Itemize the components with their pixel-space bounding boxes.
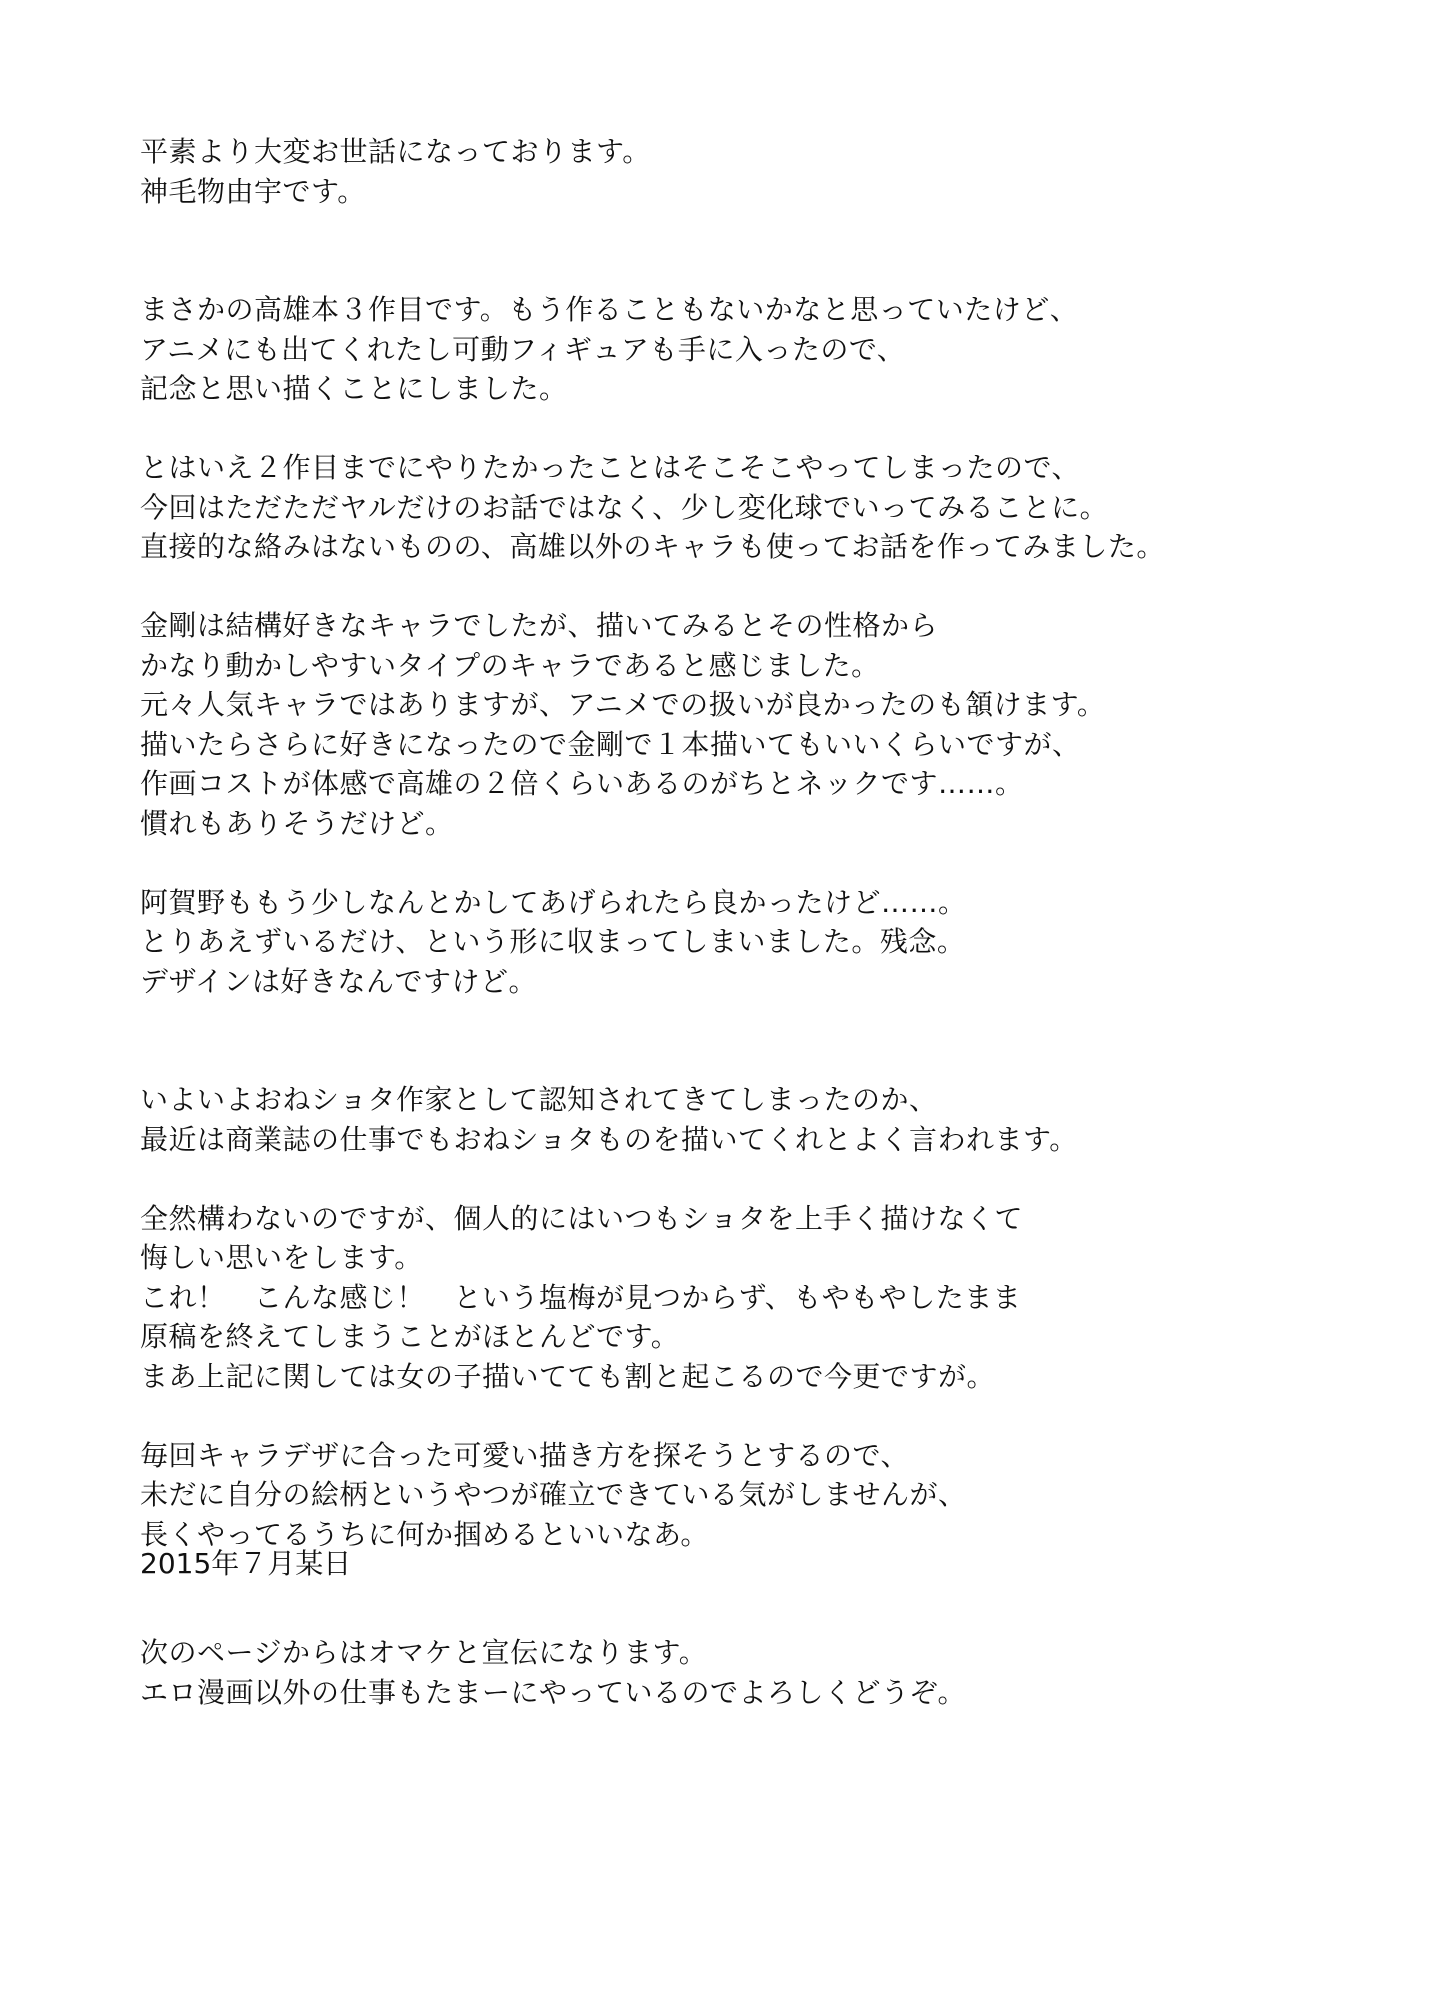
text-line: とりあえずいるだけ、という形に収まってしまいました。残念。 — [140, 925, 966, 958]
text-line: 慣れもありそうだけど。 — [140, 806, 454, 840]
paragraph-closing — [140, 1633, 1320, 1712]
text-line: 未だに自分の絵柄というやつが確立できている気がしませんが、 — [140, 1478, 967, 1511]
text-line: 全然構わないのですが、個人的にはいつもショタを上手く描けなくて — [140, 1201, 1023, 1235]
text-line: 今回はただただヤルだけのお話ではなく、少し変化球でいってみることに。 — [140, 490, 1109, 524]
text-line: 原稿を終えてしまうことがほとんどです。 — [140, 1320, 680, 1353]
text-line: かなり動かしやすいタイプのキャラであると感じました。 — [140, 648, 880, 682]
text-line: とはいえ２作目までにやりたかったことはそこそこやってしまったので、 — [140, 451, 1080, 484]
text-line: アニメにも出てくれたし可動フィギュアも手に入ったので、 — [140, 332, 906, 366]
paragraph-approach — [140, 448, 1320, 567]
text-line: 平素より大変お世話になっております。 — [140, 135, 651, 168]
text-line: 金剛は結構好きなキャラでしたが、描いてみるとその性格から — [140, 609, 939, 642]
paragraph-intro — [140, 290, 1320, 409]
text-line: 元々人気キャラではありますが、アニメでの扱いが良かったのも頷けます。 — [140, 688, 1106, 721]
text-line: いよいよおねショタ作家として認知されてきてしまったのか、 — [140, 1083, 938, 1116]
paragraph-greeting — [140, 132, 1320, 211]
text-line: これ！ こんな感じ！ という塩梅が見つからず、もやもやしたまま — [140, 1280, 1022, 1314]
text-line: 記念と思い描くことにしました。 — [140, 372, 568, 405]
text-line: 長くやってるうちに何か掴めるといいなあ。 — [140, 1517, 709, 1551]
paragraph-struggle — [140, 1199, 1320, 1397]
afterword-text — [140, 132, 1320, 1712]
text-line: 悔しい思いをします。 — [140, 1241, 423, 1274]
text-line: 直接的な絡みはないものの、高雄以外のキャラも使ってお話を作ってみました。 — [140, 530, 1165, 563]
text-line: 次のページからはオマケと宣伝になります。 — [140, 1636, 708, 1669]
date-signature: 2015年７月某日 — [140, 1547, 352, 1580]
paragraph-kongou — [140, 606, 1320, 843]
paragraph-style — [140, 1436, 1320, 1555]
text-line: 描いたらさらに好きになったので金剛で１本描いてもいいくらいですが、 — [140, 727, 1081, 761]
text-line: 毎回キャラデザに合った可愛い描き方を探そうとするので、 — [140, 1438, 909, 1472]
paragraph-agano — [140, 883, 1320, 1002]
text-line: 作画コストが体感で高雄の２倍くらいあるのがちとネックです……。 — [140, 767, 1024, 800]
text-line: デザインは好きなんですけど。 — [140, 964, 538, 998]
text-line: まあ上記に関しては女の子描いてても割と起こるので今更ですが。 — [140, 1359, 996, 1393]
text-line: 最近は商業誌の仕事でもおねショタものを描いてくれとよく言われます。 — [140, 1122, 1078, 1156]
paragraph-reputation — [140, 1080, 1320, 1159]
text-line: エロ漫画以外の仕事もたまーにやっているのでよろしくどうぞ。 — [140, 1675, 966, 1709]
text-line: 神毛物由宇です。 — [140, 174, 366, 208]
text-line: 阿賀野ももう少しなんとかしてあげられたら良かったけど……。 — [140, 885, 967, 919]
text-line: まさかの高雄本３作目です。もう作ることもないかなと思っていたけど、 — [140, 293, 1079, 326]
